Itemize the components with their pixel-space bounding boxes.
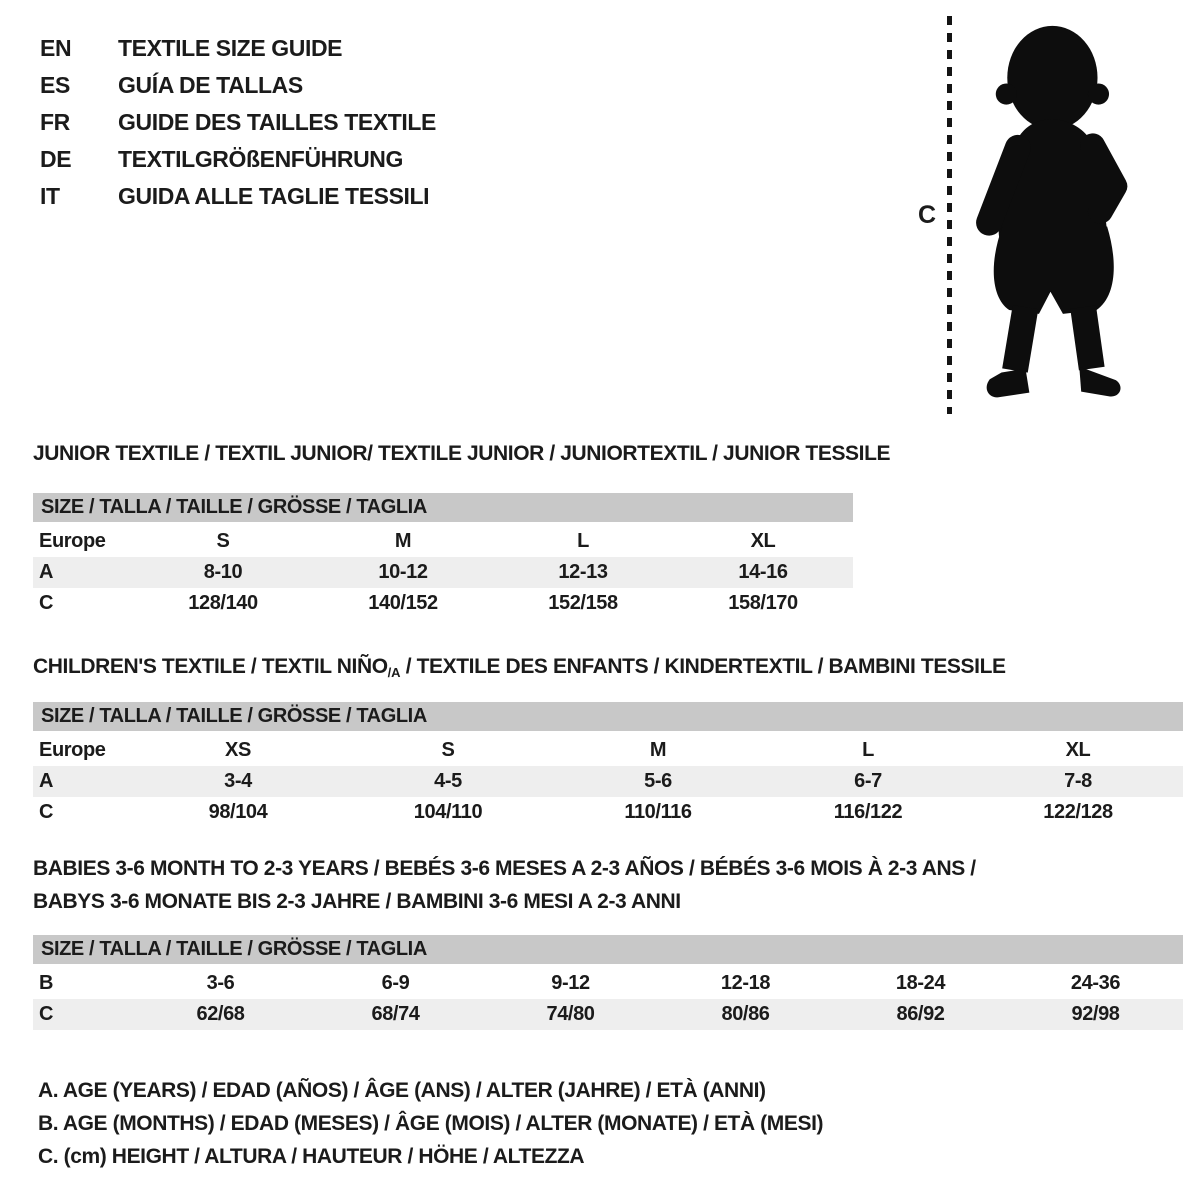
cell: 6-9	[381, 972, 410, 994]
section-junior-textile	[33, 442, 891, 619]
cell: 92/98	[1071, 1003, 1120, 1025]
children-title-post: / TEXTILE DES ENFANTS / KINDERTEXTIL / BAMBINI TESSILE	[400, 655, 1006, 678]
cell: 5-6	[644, 770, 672, 792]
cell: 3-6	[206, 972, 235, 994]
section-childrens-textile	[33, 655, 1183, 828]
size-bar-label: SIZE / TALLA / TAILLE / GRÖSSE / TAGLIA	[41, 496, 427, 518]
language-row-de	[40, 141, 436, 178]
language-row-it	[40, 178, 436, 215]
section-babies-textile	[33, 857, 1183, 1030]
legend-line-a: A. AGE (YEARS) / EDAD (AÑOS) / ÂGE (ANS) / ALTER (JAHRE) / ETÀ (ANNI)	[38, 1079, 766, 1102]
babies-size-header-bar	[33, 935, 1183, 964]
toddler-silhouette	[966, 16, 1134, 414]
language-label: GUIDE DES TAILLES TEXTILE	[118, 109, 436, 135]
toddler-silhouette-svg	[966, 16, 1134, 414]
row-label: Europe	[39, 739, 106, 761]
size-bar-label: SIZE / TALLA / TAILLE / GRÖSSE / TAGLIA	[41, 938, 427, 960]
cell: 158/170	[728, 592, 798, 614]
cell: 24-36	[1070, 972, 1121, 994]
height-measure-figure	[918, 16, 1134, 414]
cell: 6-7	[854, 770, 882, 792]
language-label: GUÍA DE TALLAS	[118, 72, 303, 98]
language-row-fr	[40, 104, 436, 141]
cell: 128/140	[188, 592, 258, 614]
cell: XL	[750, 530, 776, 552]
babies-section-title-line1: BABIES 3-6 MONTH TO 2-3 YEARS / BEBÉS 3-6 MESES A 2-3 AÑOS / BÉBÉS 3-6 MOIS À 2-3 ANS /	[33, 857, 976, 880]
cell: 7-8	[1064, 770, 1092, 792]
measurement-legend	[38, 1079, 1200, 1178]
children-section-title	[33, 655, 1183, 680]
legend-line-c: C. (cm) HEIGHT / ALTURA / HAUTEUR / HÖHE / ALTEZZA	[38, 1145, 585, 1168]
cell: 122/128	[1043, 801, 1113, 823]
size-tables	[33, 442, 1200, 1030]
row-label: A	[39, 561, 54, 583]
language-label: TEXTILGRÖßENFÜHRUNG	[118, 146, 403, 172]
row-label: C	[39, 1003, 54, 1025]
cell: 12-18	[720, 972, 771, 994]
dashed-measure-line	[947, 16, 952, 414]
cell: L	[862, 739, 874, 761]
table-row-europe	[33, 735, 1183, 766]
babies-section-title-line2: BABYS 3-6 MONATE BIS 2-3 JAHRE / BAMBINI 3-6 MESI A 2-3 ANNI	[33, 890, 681, 913]
cell: 8-10	[203, 561, 243, 583]
language-code: DE	[40, 146, 72, 172]
cell: XS	[225, 739, 251, 761]
cell: 12-13	[558, 561, 608, 583]
row-label: C	[39, 592, 54, 614]
language-row-en	[40, 30, 436, 67]
row-label: Europe	[39, 530, 106, 552]
language-list	[40, 30, 436, 215]
cell: 4-5	[434, 770, 462, 792]
cell: 116/122	[833, 801, 903, 823]
table-row-age	[33, 557, 853, 588]
cell: 18-24	[895, 972, 946, 994]
language-label: TEXTILE SIZE GUIDE	[118, 35, 343, 61]
cell: 152/158	[548, 592, 618, 614]
language-row-es	[40, 67, 436, 104]
cell: 80/86	[721, 1003, 770, 1025]
cell: 86/92	[896, 1003, 945, 1025]
cell: 10-12	[378, 561, 428, 583]
junior-size-header-bar	[33, 493, 853, 522]
cell: S	[441, 739, 455, 761]
row-label: A	[39, 770, 54, 792]
cell: 62/68	[196, 1003, 245, 1025]
language-code: FR	[40, 109, 70, 135]
cell: 74/80	[546, 1003, 595, 1025]
table-row-height	[33, 797, 1183, 828]
cell: M	[649, 739, 667, 761]
cell: 140/152	[368, 592, 438, 614]
cell: XL	[1065, 739, 1091, 761]
language-code: IT	[40, 183, 60, 209]
cell: 98/104	[208, 801, 268, 823]
language-code: EN	[40, 35, 72, 61]
language-code: ES	[40, 72, 70, 98]
table-row-height	[33, 999, 1183, 1030]
size-bar-label: SIZE / TALLA / TAILLE / GRÖSSE / TAGLIA	[41, 705, 427, 727]
table-row-age-months	[33, 968, 1183, 999]
table-row-height	[33, 588, 853, 619]
measure-c-label: C	[918, 200, 936, 229]
table-row-age	[33, 766, 1183, 797]
language-label: GUIDA ALLE TAGLIE TESSILI	[118, 183, 430, 209]
row-label: C	[39, 801, 54, 823]
cell: 110/116	[624, 801, 692, 823]
row-label: B	[39, 972, 54, 994]
cell: L	[577, 530, 589, 552]
cell: M	[394, 530, 412, 552]
children-size-header-bar	[33, 702, 1183, 731]
cell: S	[216, 530, 230, 552]
cell: 14-16	[738, 561, 788, 583]
children-title-pre: CHILDREN'S TEXTILE / TEXTIL NIÑO	[33, 655, 388, 678]
junior-section-title: JUNIOR TEXTILE / TEXTIL JUNIOR/ TEXTILE JUNIOR / JUNIORTEXTIL / JUNIOR TESSILE	[33, 442, 891, 465]
cell: 104/110	[413, 801, 483, 823]
header-area	[0, 0, 1200, 432]
table-row-europe	[33, 526, 853, 557]
children-title-sub: /A	[387, 665, 401, 680]
cell: 9-12	[551, 972, 590, 994]
cell: 68/74	[371, 1003, 420, 1025]
legend-line-b: B. AGE (MONTHS) / EDAD (MESES) / ÂGE (MOIS) / ALTER (MONATE) / ETÀ (MESI)	[38, 1112, 824, 1135]
cell: 3-4	[224, 770, 252, 792]
